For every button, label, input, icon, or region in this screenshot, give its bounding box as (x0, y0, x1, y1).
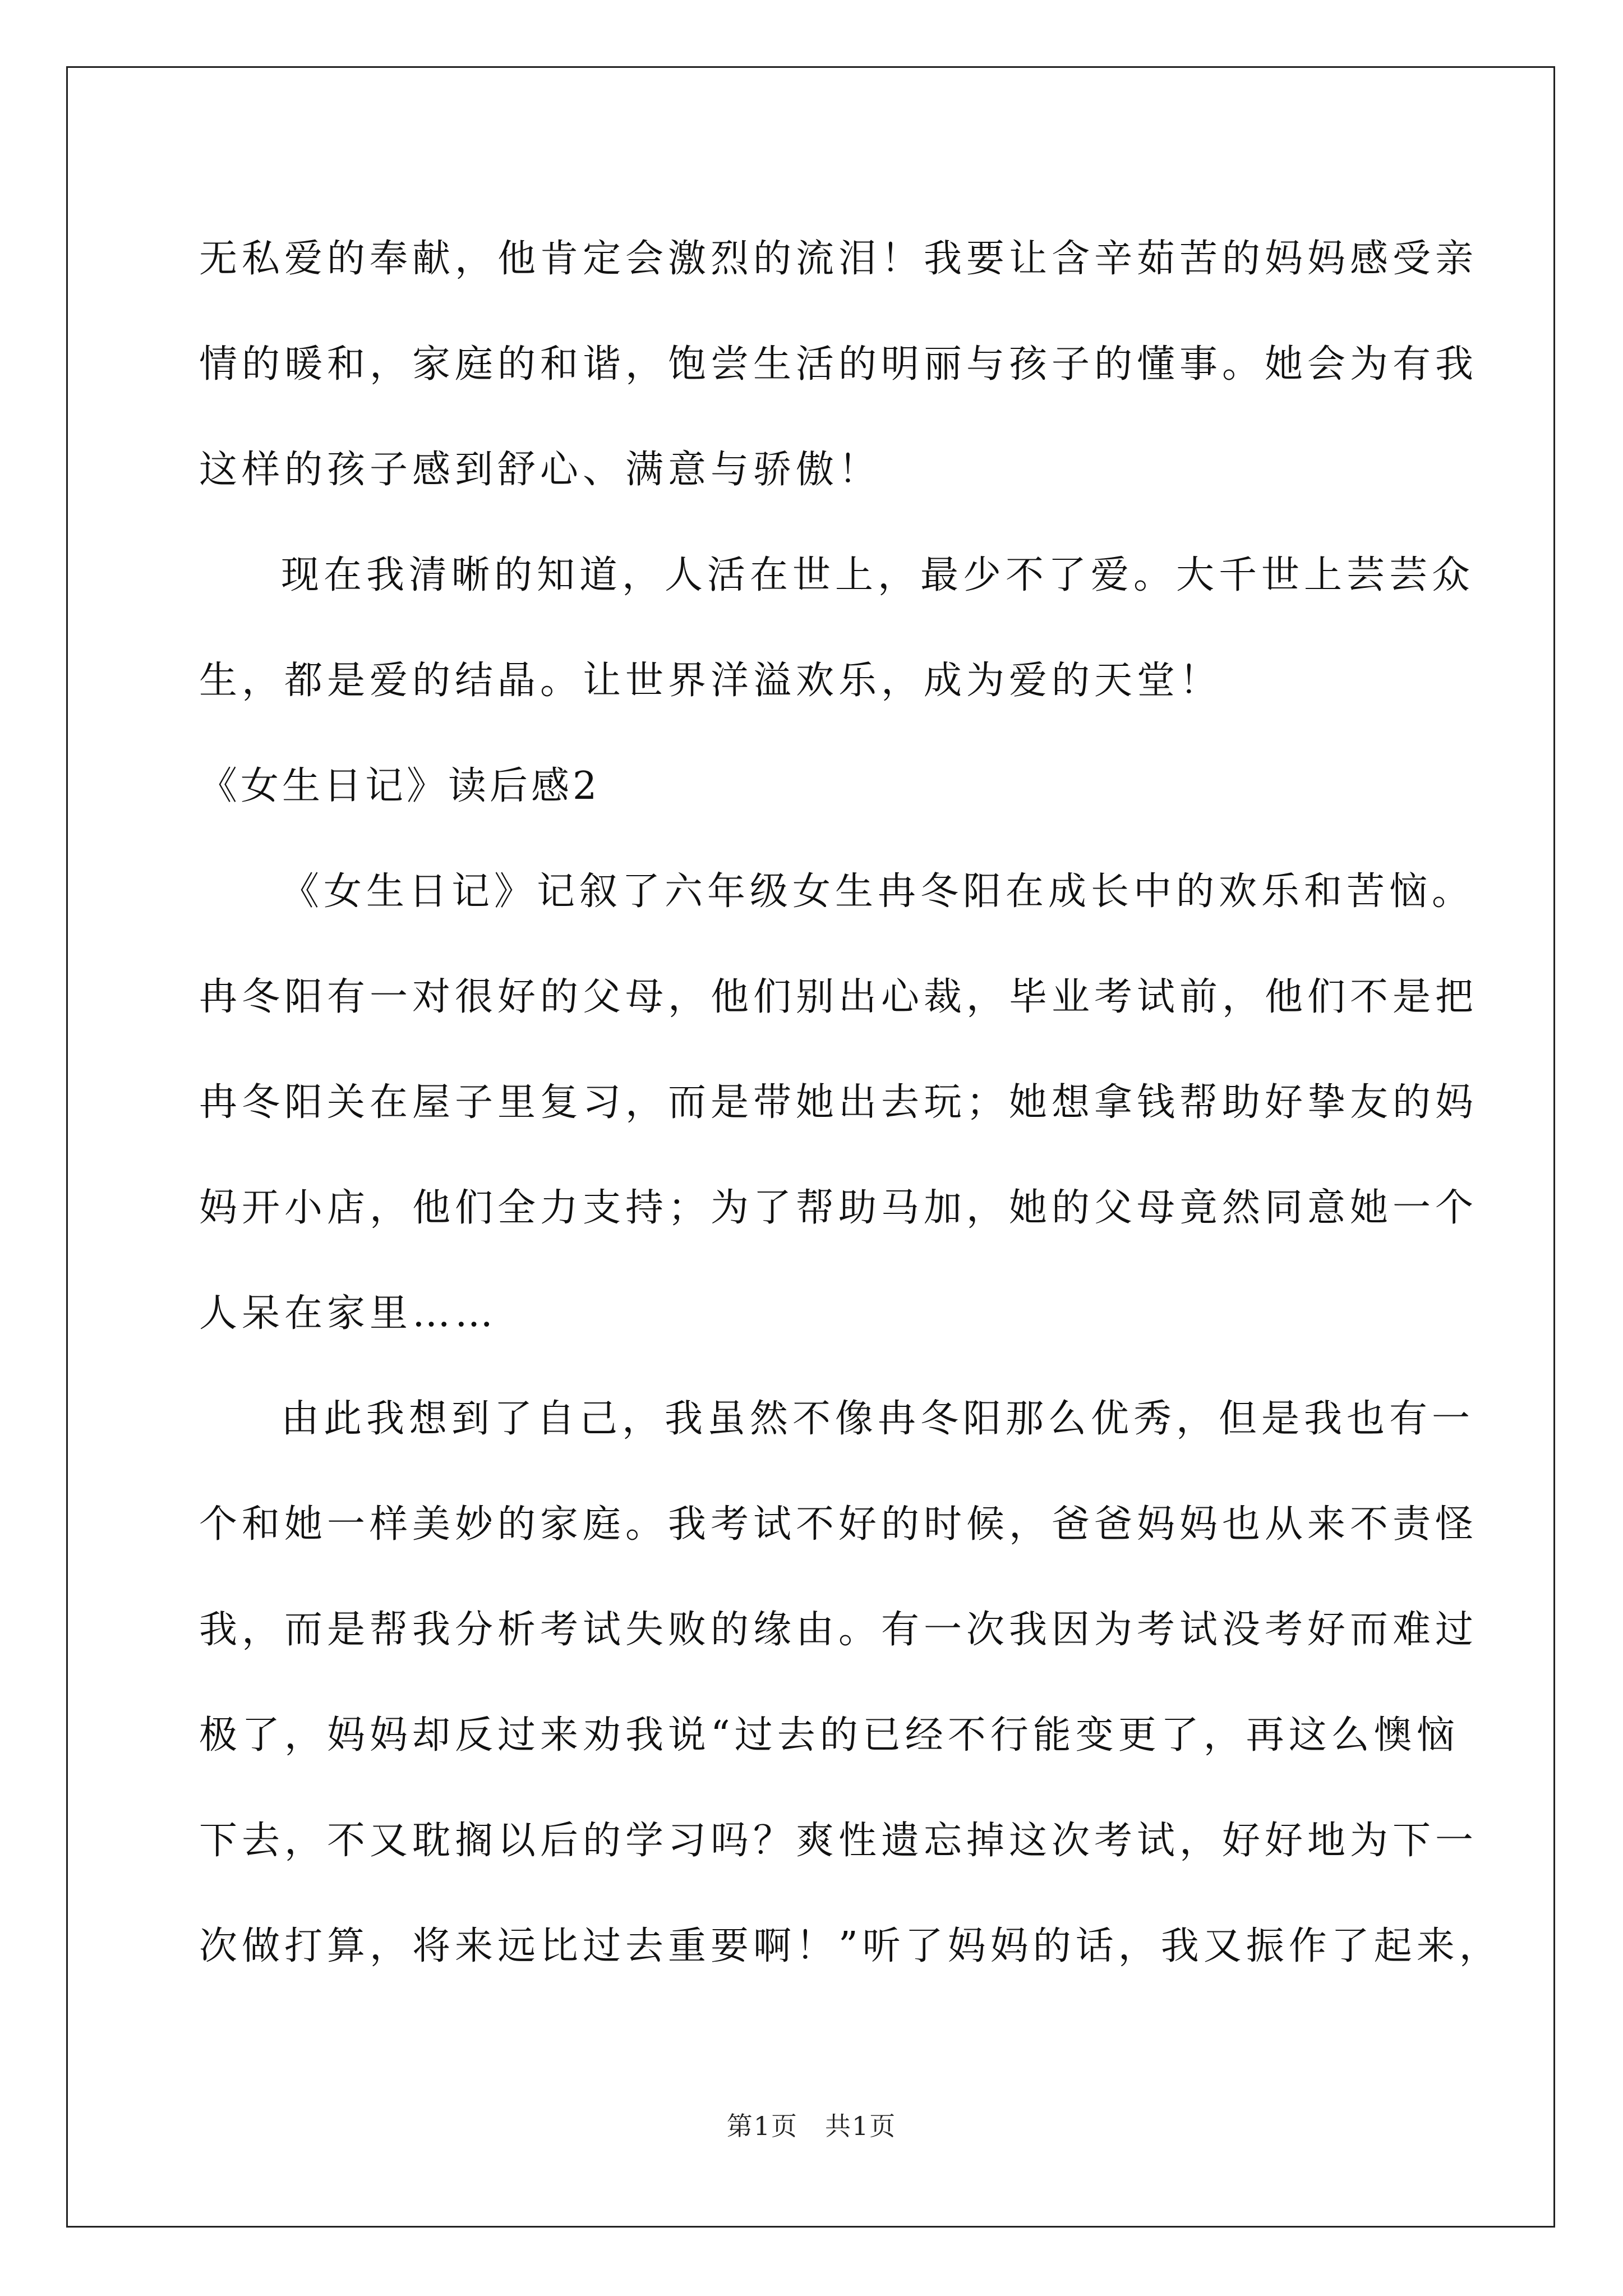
text-line: 个和她一样美妙的家庭。我考试不好的时候，爸爸妈妈也从来不责怪 (199, 1502, 1478, 1547)
text-line: 《女生日记》记叙了六年级女生冉冬阳在成长中的欢乐和苦恼。 (281, 869, 1475, 914)
page-number: 第1页 共1页 (726, 2111, 897, 2141)
text-line: 妈开小店，他们全力支持；为了帮助马加，她的父母竟然同意她一个 (199, 1186, 1478, 1230)
text-line: 极了，妈妈却反过来劝我说“过去的已经不行能变更了，再这么懊恼 (199, 1713, 1459, 1757)
document-body (199, 206, 1502, 1999)
text-line: 现在我清晰的知道，人活在世上，最少不了爱。大千世上芸芸众 (281, 553, 1475, 597)
section-heading: 《女生日记》读后感2 (199, 764, 601, 808)
text-line: 情的暖和，家庭的和谐，饱尝生活的明丽与孩子的懂事。她会为有我 (199, 342, 1478, 386)
text-line: 冉冬阳关在屋子里复习，而是带她出去玩；她想拿钱帮助好挚友的妈 (199, 1080, 1478, 1125)
text-line: 下去，不又耽搁以后的学习吗？爽性遗忘掉这次考试，好好地为下一 (199, 1819, 1478, 1863)
text-line: 人呆在家里…… (199, 1291, 498, 1336)
text-line: 冉冬阳有一对很好的父母，他们别出心裁，毕业考试前，他们不是把 (199, 975, 1478, 1019)
text-line: 我，而是帮我分析考试失败的缘由。有一次我因为考试没考好而难过 (199, 1608, 1478, 1652)
text-line: 由此我想到了自己，我虽然不像冉冬阳那么优秀，但是我也有一 (281, 1397, 1475, 1441)
text-line: 无私爱的奉献，他肯定会激烈的流泪！我要让含辛茹苦的妈妈感受亲 (199, 237, 1478, 281)
text-line: 生，都是爱的结晶。让世界洋溢欢乐，成为爱的天堂！ (199, 659, 1223, 703)
text-line: 这样的孩子感到舒心、满意与骄傲！ (199, 448, 882, 492)
text-line: 次做打算，将来远比过去重要啊！”听了妈妈的话，我又振作了起来， (199, 1924, 1502, 1968)
